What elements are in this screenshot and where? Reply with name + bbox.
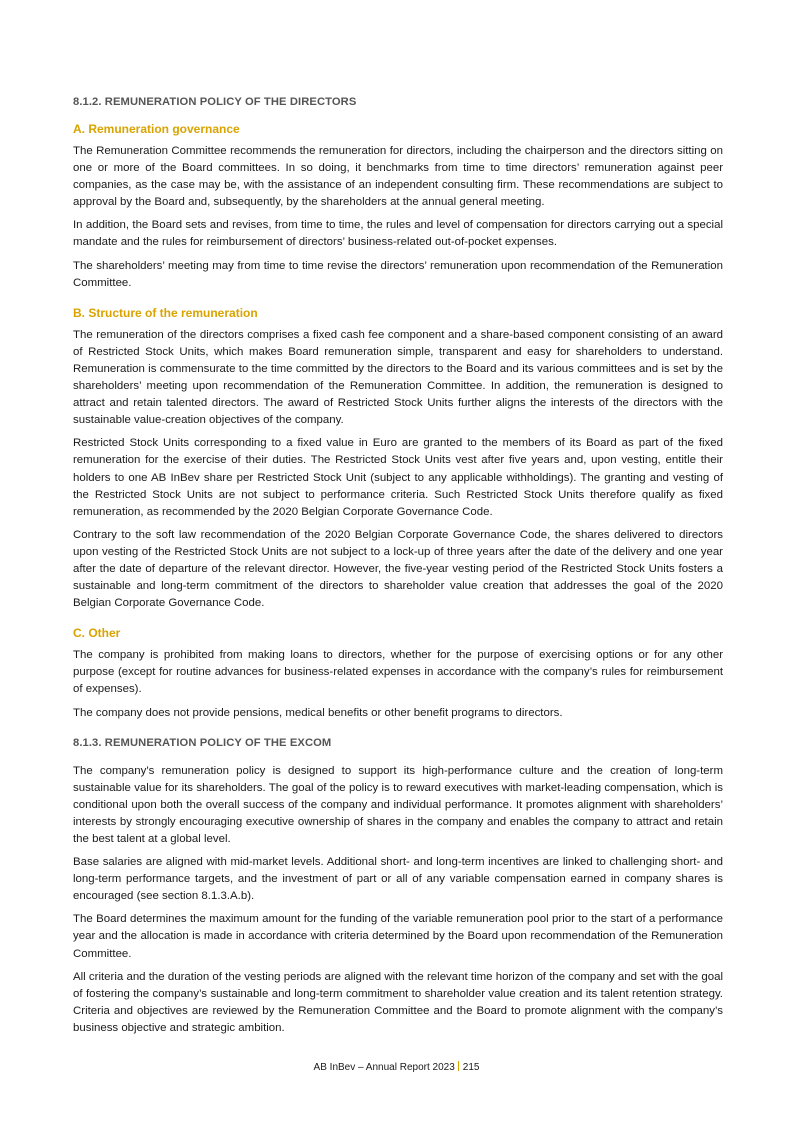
paragraph: The company’s remuneration policy is designed to support its high-performance culture and the creation of long-term sustainable value for its shareholders. The goal of the policy is to reward executives with market-leading compensation, which is conditional upon both the overall success of the company and individual performance. It promotes alignment with shareholders’ interests by strongly encouraging executive ownership of shares in the company and enables the company to attract and retain the best talent at a global level. bbox=[73, 764, 723, 845]
paragraph: All criteria and the duration of the vesting periods are aligned with the relevant time horizon of the company and set with the goal of fostering the company’s sustainable and long-term commitment to shareholder value creation and its talent retention strategy. Criteria and objectives are reviewed by the Remuneration Committee and the Board to promote alignment with the company’s business objective and strategic ambition. bbox=[73, 970, 723, 1034]
paragraph: The remuneration of the directors comprises a fixed cash fee component and a share-based component consisting of an award of Restricted Stock Units, which makes Board remuneration simple, transparent and easy for shareholders to understand. Remuneration is commensurate to the time committed by the directors to the Board and its various committees and is set by the shareholders’ meeting upon recommendation of the Remuneration Committee. In addition, the remuneration is designed to attract and retain talented directors. The award of Restricted Stock Units further aligns the interests of the directors with the sustainable value-creation objectives of the company. bbox=[73, 328, 723, 427]
paragraph: The company is prohibited from making loans to directors, whether for the purpose of exercising options or for any other purpose (except for routine advances for business-related expenses in accordance with the company’s rules for reimbursement of expenses). bbox=[73, 649, 723, 696]
paragraph: The Remuneration Committee recommends the remuneration for directors, including the chairperson and the directors sitting on one or more of the Board committees. In so doing, it benchmarks from time to time directors’ remuneration against peer companies, as the case may be, with the assistance of an independent consulting firm. These recommendations are subject to approval by the Board and, subsequently, by the shareholders at the annual general meeting. bbox=[73, 145, 723, 209]
footer-page-number: 215 bbox=[462, 1062, 480, 1073]
paragraph: The company does not provide pensions, medical benefits or other benefit programs to directors. bbox=[73, 706, 563, 719]
paragraph: The Board determines the maximum amount for the funding of the variable remuneration pool prior to the start of a performance year and the allocation is made in accordance with criteria determined by the Board upon recommendation of the Remuneration Committee. bbox=[73, 913, 723, 960]
page-footer bbox=[0, 1061, 793, 1073]
subheading-structure-of-remuneration: B. Structure of the remuneration bbox=[73, 305, 258, 320]
paragraph: In addition, the Board sets and revises, from time to time, the rules and level of compensation for directors carrying out a special mandate and the rules for reimbursement of directors’ business-related out-of-pocket expenses. bbox=[73, 219, 723, 249]
footer-report-title: AB InBev – Annual Report 2023 bbox=[313, 1062, 455, 1073]
page-content bbox=[73, 96, 723, 1043]
section-heading-8-1-3: 8.1.3. REMUNERATION POLICY OF THE EXCOM bbox=[73, 736, 332, 749]
paragraph: Base salaries are aligned with mid-market levels. Additional short- and long-term incentives are linked to challenging short- and long-term performance targets, and the investment of part or all of any variable compensation earned in company shares is encouraged (see section 8.1.3.A.b). bbox=[73, 856, 723, 903]
paragraph: Contrary to the soft law recommendation of the 2020 Belgian Corporate Governance Code, the shares delivered to directors upon vesting of the Restricted Stock Units are not subject to a lock-up of three years after the date of the delivery and one year after the date of departure of the relevant director. However, the five-year vesting period of the Restricted Stock Units fosters a sustainable and long-term commitment of the directors to shareholder value creation that addresses the goal of the 2020 Belgian Corporate Governance Code. bbox=[73, 528, 723, 610]
section-heading-8-1-2: 8.1.2. REMUNERATION POLICY OF THE DIRECTORS bbox=[73, 96, 357, 108]
footer-separator bbox=[458, 1061, 459, 1071]
paragraph: Restricted Stock Units corresponding to a fixed value in Euro are granted to the members of its Board as part of the fixed remuneration for the exercise of their duties. The Restricted Stock Units vest after five years and, upon vesting, entitle their holders to one AB InBev share per Restricted Stock Unit (subject to any applicable withholdings). The granting and vesting of the Restricted Stock Units are not subject to performance criteria. Such Restricted Stock Units therefore qualify as fixed remuneration, as recommended by the 2020 Belgian Corporate Governance Code. bbox=[73, 437, 723, 518]
subheading-other: C. Other bbox=[73, 626, 121, 641]
subheading-remuneration-governance: A. Remuneration governance bbox=[73, 122, 240, 136]
paragraph: The shareholders’ meeting may from time to time revise the directors’ remuneration upon recommendation of the Remuneration Committee. bbox=[73, 259, 723, 289]
